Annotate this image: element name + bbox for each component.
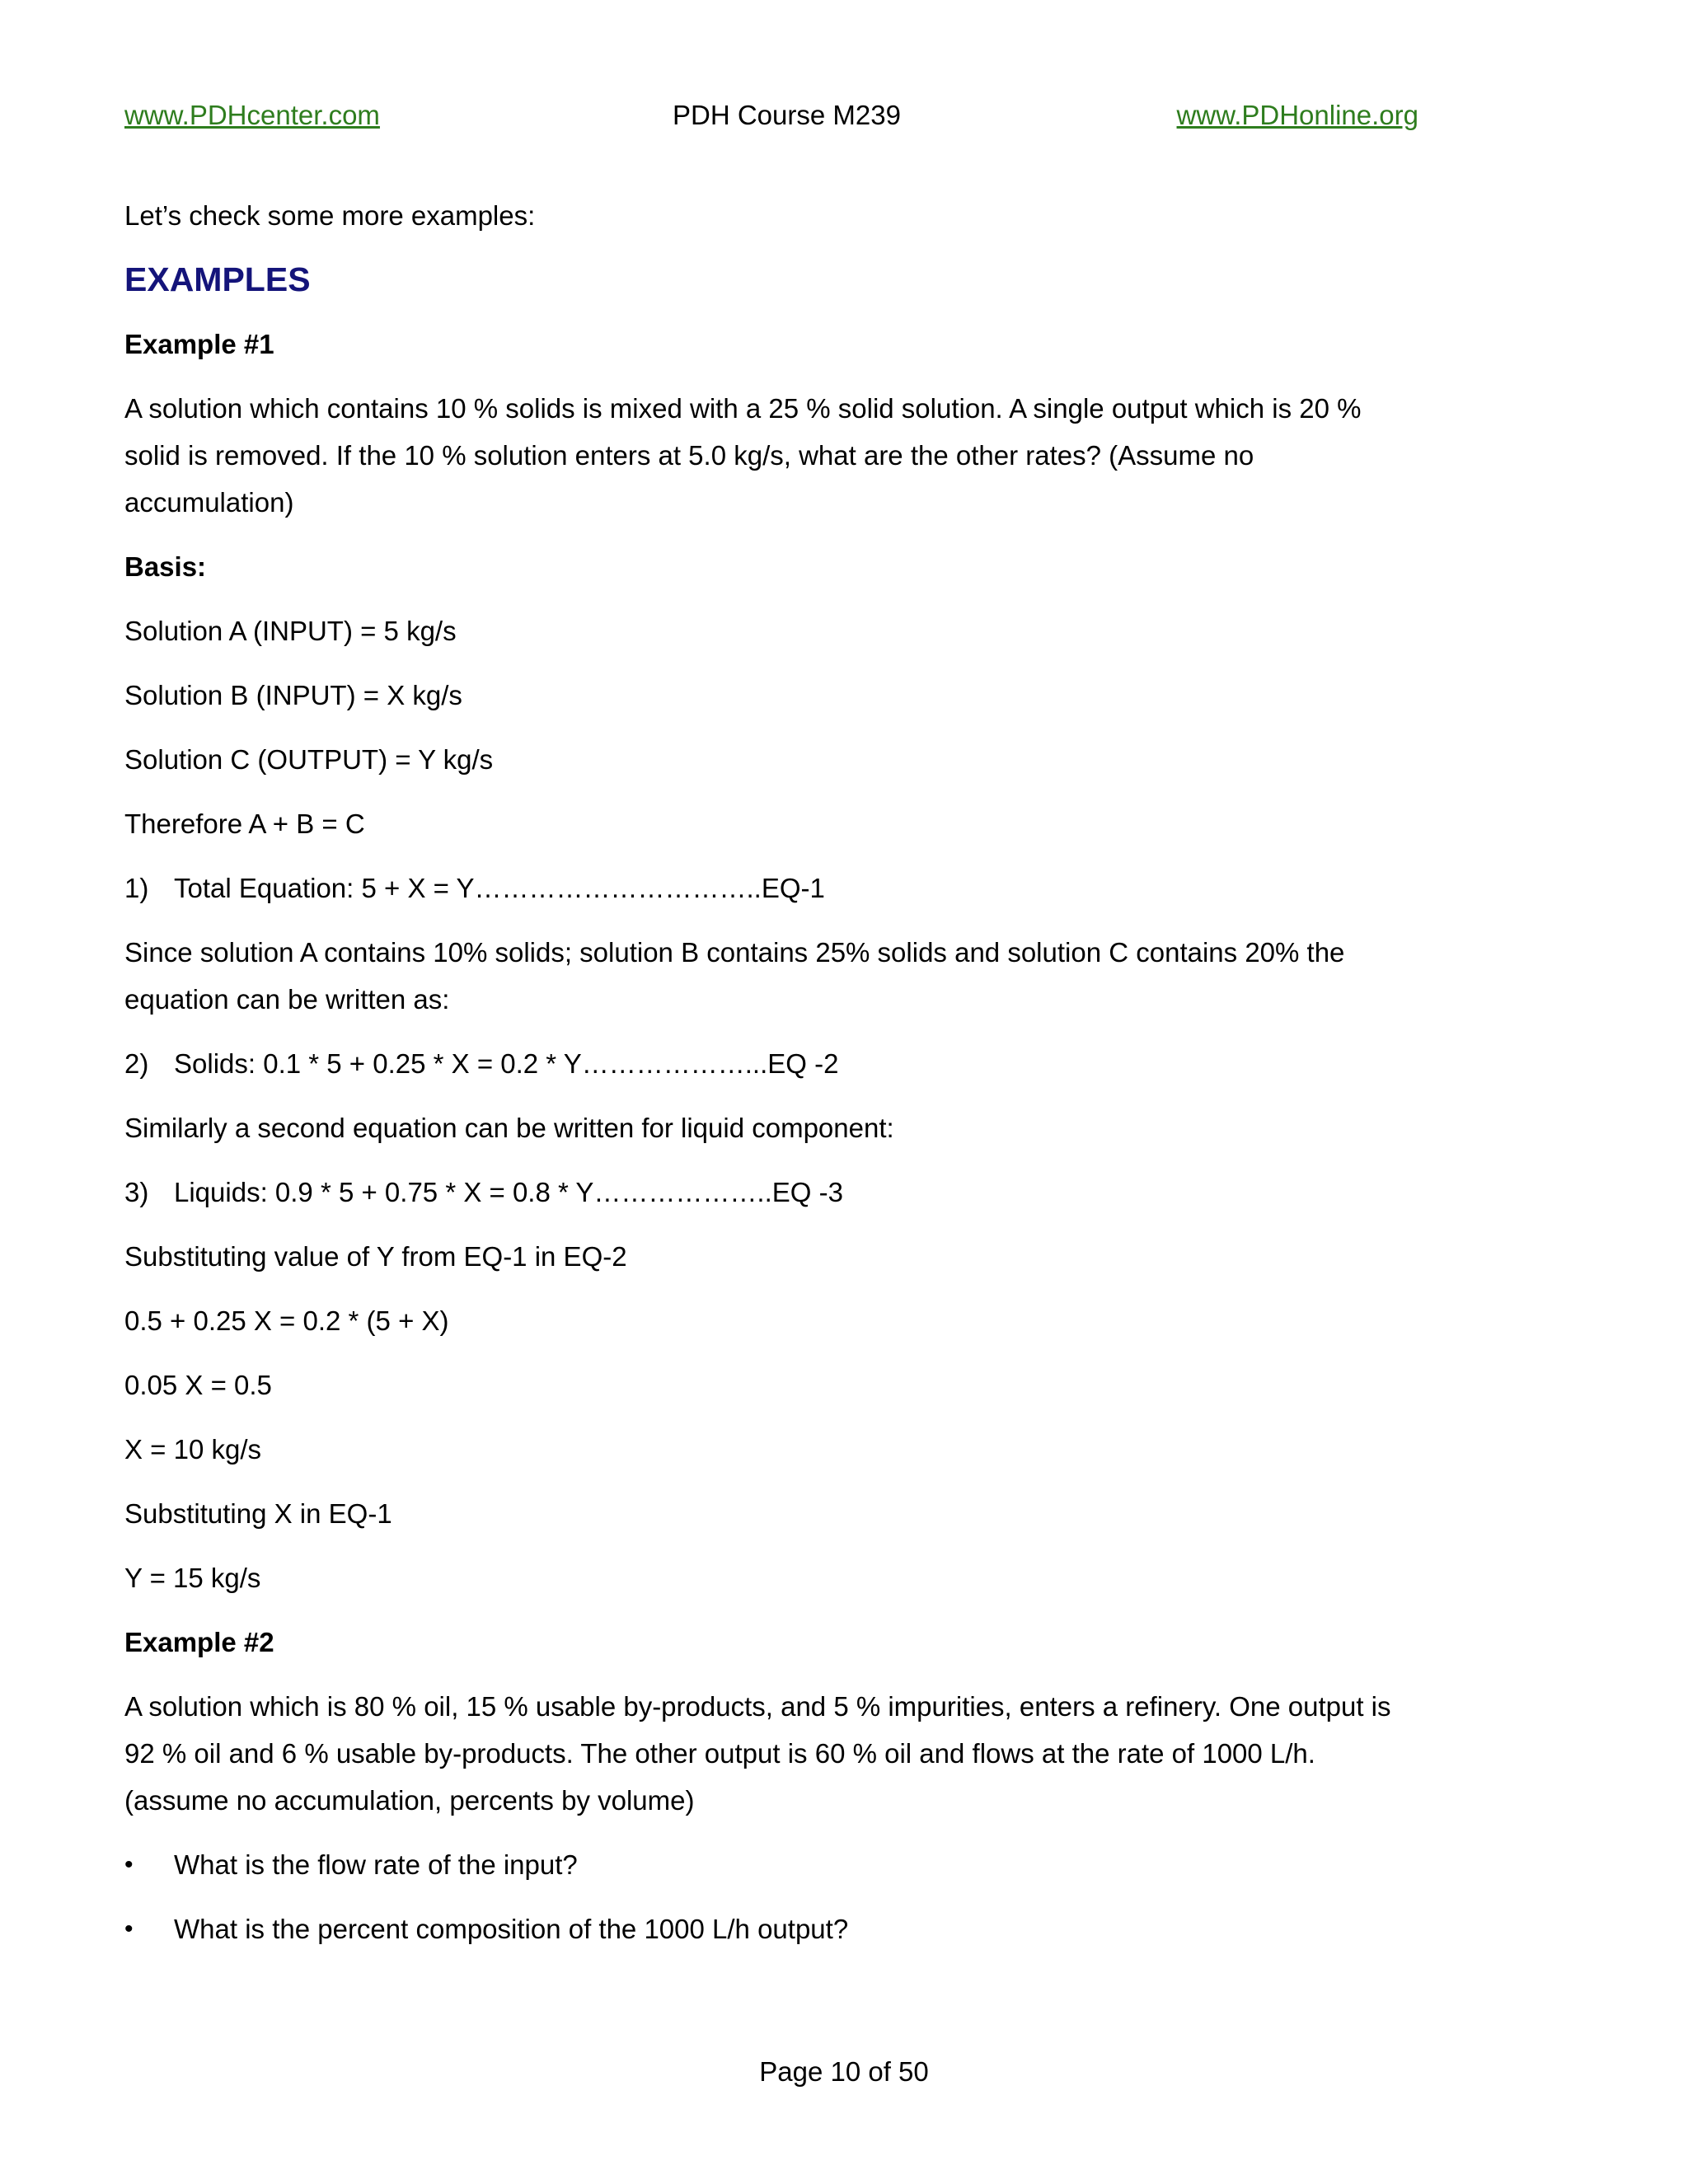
equation-3-text: Liquids: 0.9 * 5 + 0.75 * X = 0.8 * Y………………..EQ -3 [174,1177,843,1207]
example-2-title: Example #2 [124,1627,274,1657]
equation-1-text: Total Equation: 5 + X = Y…………………………..EQ-1 [174,873,825,903]
bullet-icon: • [124,1851,134,1878]
solution-a-line: Solution A (INPUT) = 5 kg/s [124,616,457,646]
page-number: Page 10 of 50 [759,2056,929,2087]
since-text: Since solution A contains 10% solids; solution B contains 25% solids and solution C contains 20% the equation can be written as: [124,937,1345,1015]
pdhcenter-link[interactable]: www.PDHcenter.com [124,100,380,130]
intro-text: Let’s check some more examples: [124,200,536,231]
page-footer [0,2053,1688,2091]
example-1-problem: A solution which contains 10 % solids is mixed with a 25 % solid solution. A single output which is 20 % solid is removed. If the 10 % solution enters at 5.0 kg/s, what are the other rates? (Assume no accumulation) [124,393,1362,518]
example-2-problem: A solution which is 80 % oil, 15 % usable by-products, and 5 % impurities, enters a refinery. One output is 92 % oil and 6 % usable by-products. The other output is 60 % oil and flows at the rate of 1000 L/h. (assume no accumulation, percents by volume) [124,1691,1391,1816]
result-y: Y = 15 kg/s [124,1563,261,1593]
equation-2 [124,1040,1418,1087]
equation-2-text: Solids: 0.1 * 5 + 0.25 * X = 0.2 * Y………………...EQ -2 [174,1048,839,1079]
example-1-title: Example #1 [124,329,274,359]
step-2: 0.05 X = 0.5 [124,1370,272,1400]
page-header [124,96,1418,134]
therefore-line: Therefore A + B = C [124,808,365,839]
equation-3 [124,1169,1418,1216]
page-content [124,192,1418,1970]
step-1: 0.5 + 0.25 X = 0.2 * (5 + X) [124,1305,449,1336]
equation-3-number: 3) [124,1177,149,1207]
pdhonline-link[interactable]: www.PDHonline.org [1176,100,1418,130]
equation-1-number: 1) [124,873,149,903]
substitution-1-text: Substituting value of Y from EQ-1 in EQ-2 [124,1241,627,1272]
question-2 [124,1905,1418,1952]
similarly-text: Similarly a second equation can be written for liquid component: [124,1113,894,1143]
question-1 [124,1841,1418,1888]
course-title: PDH Course M239 [673,100,901,130]
basis-label: Basis: [124,551,207,582]
equation-1 [124,865,1418,912]
bullet-icon: • [124,1915,134,1943]
substitution-2-text: Substituting X in EQ-1 [124,1498,392,1529]
equation-2-number: 2) [124,1048,149,1079]
section-title: EXAMPLES [124,260,311,298]
question-2-text: What is the percent composition of the 1000 L/h output? [174,1914,849,1944]
question-1-text: What is the flow rate of the input? [174,1849,578,1880]
solution-c-line: Solution C (OUTPUT) = Y kg/s [124,744,494,775]
solution-b-line: Solution B (INPUT) = X kg/s [124,680,462,710]
step-3: X = 10 kg/s [124,1434,262,1465]
